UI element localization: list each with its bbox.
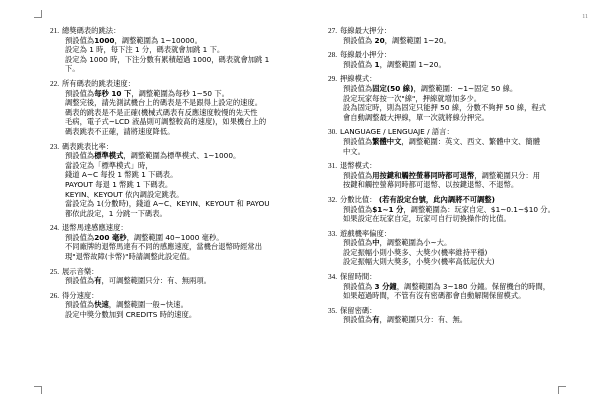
setting-number: 33. [328,228,338,238]
setting-item [328,195,576,224]
setting-description-line: 設定中獎分數加到 CREDITS 時的速度。 [65,310,197,320]
setting-description-line: 中文。 [343,146,365,156]
setting-number: 32. [328,194,338,204]
setting-item [328,127,576,156]
crop-mark-bottom-left [34,386,42,394]
setting-description-line: 設定玩家每按一次"線"，押線就增加多少。 [343,93,482,103]
setting-description-line: 設為固定時，則為固定只能押 50 線，分數不夠押 50 線，程式 [343,103,546,113]
setting-item [50,223,298,261]
setting-description-line: 設定為 1 時，每下注 1 分，碼表就會加跳 1 下。 [65,45,225,55]
setting-number: 21. [50,26,60,35]
setting-description-line: 如果設定在玩家自定，玩家可自行切換操作的比值。 [343,214,511,224]
setting-item [50,26,298,74]
setting-description-line: 預設值為 3 分鐘，調整範圍為 3~180 分鐘。保留機台的時間， [343,281,551,291]
setting-item [50,79,298,137]
setting-title: 碼表跳表比率： [62,141,114,151]
setting-description-line: 不同廠牌的退幣馬達有不同的感應速度，當機台退幣時經常出 [65,242,263,252]
setting-number: 23. [50,141,60,151]
crop-mark-top-left [34,10,42,18]
setting-number: 28. [328,50,338,60]
setting-title: 保留時間： [340,272,377,282]
setting-number: 26. [50,290,60,300]
setting-number: 35. [328,305,338,315]
setting-number: 29. [328,74,338,84]
setting-title: 得分速度： [62,290,99,300]
page-number: 11 [582,14,588,20]
setting-description-line: 調整完後，請先測試機台上的碼表是不是跟得上設定的速度。 [65,98,263,108]
setting-number: 22. [50,78,60,88]
setting-description-line: 預設值為有，調整範圍只分：有、無。 [343,315,468,325]
setting-title: 保留密碼： [340,305,377,315]
setting-number: 24. [50,223,60,233]
setting-title: 押線模式： [340,74,377,84]
setting-description-line: 當設定為 1(分數時)，錢道 A~C、KEYIN、KEYOUT 和 PAYOU [65,199,270,209]
setting-item [328,306,576,325]
setting-description-line: 碼表跳表不正確，請將速度降低。 [65,126,175,136]
setting-description-line: 預設值為1000，調整範圍為 1~10000。 [65,35,202,45]
setting-number: 27. [328,26,338,35]
setting-title: 每線最大押分： [340,26,392,35]
setting-description-line: 預設值為有，可調整範圍只分：有、無兩項。 [65,276,211,286]
crop-mark-bottom-right [558,386,566,394]
setting-description-line: 預設值為200 毫秒，調整範圍 40~1000 毫秒。 [65,232,224,242]
setting-description-line: PAYOUT 每退 1 幣跳 1 下碼表。 [65,179,173,189]
setting-description-line: 錢道 A~C 每投 1 幣跳 1 下碼表。 [65,170,178,180]
setting-item [328,229,576,267]
setting-description-line: 下。 [65,64,80,74]
setting-description-line: 現"退幣故障(卡幣)"時請調整此設定值。 [65,252,195,262]
setting-title: 退幣模式： [340,161,377,171]
setting-item [50,291,298,320]
setting-item [50,267,298,286]
setting-description-line: 設定振幅小則小獎多、大獎少(機率維持平穩) [343,247,488,257]
setting-description-line: 會自動調整最大押線，單一次就將線分押完。 [343,112,489,122]
left-column [50,26,298,325]
setting-item [50,142,298,219]
setting-description-line: 預設值為每秒 10 下，調整範圍為每秒 1~50 下。 [65,88,229,98]
setting-title: 所有碼表的跳表速度： [62,78,135,88]
setting-number: 34. [328,272,338,282]
setting-description-line: 按鍵和觸控螢幕同時都可退幣、以按鍵退幣、不退幣。 [343,180,519,190]
setting-description-line: 預設值為$1~1 分，調整範圍為：玩家自定、$1~0.1~$10 分。 [343,204,555,214]
setting-item [328,50,576,69]
setting-description-line: 設定振幅大則大獎多，小獎少(機率高低起伏大) [343,257,495,267]
setting-description-line: 預設值為快速，調整範圍一般~快速。 [65,300,188,310]
setting-description-line: 毛病，電子式~LCD 液晶則可調整較高的速度)，如果機台上的 [65,117,267,127]
setting-description-line: KEYIN、KEYOUT 依內調設定跳表。 [65,189,184,199]
setting-description-line: 預設值為中，調整範圍為小~大。 [343,238,452,248]
setting-title: 退幣馬達感應速度： [62,223,128,233]
setting-description-line: 預設值為 1，調整範圍 1~20。 [343,59,446,69]
right-column [328,26,576,330]
setting-title: 分數比值： (若有設定台號，此內調將不可調整) [340,194,495,204]
setting-description-line: 預設值為標準模式，調整範圍為標準模式、1~1000。 [65,151,241,161]
setting-description-line: 當設定為「標準模式」時， [65,160,153,170]
setting-item [328,26,576,45]
setting-description-line: 設定為 1000 時，下注分數有累積超過 1000，碼表就會加跳 1 [65,54,270,64]
setting-description-line: 都依此設定，1 分跳一下碼表。 [65,208,167,218]
setting-description-line: 如果超過時間，不管有沒有密碼都會自動解開保留模式。 [343,291,526,301]
setting-description-line: 預設值為用按鍵和觸控螢幕同時都可退幣，調整範圍只分：用 [343,170,541,180]
setting-number: 25. [50,266,60,276]
setting-title: 總獎碼表的跳法： [62,26,121,35]
setting-number: 31. [328,161,338,171]
setting-title: 每線最小押分： [340,50,392,60]
setting-number: 30. [328,127,338,137]
setting-title: LANGUAGE / LENGUAJE / 語言： [340,127,454,137]
setting-title: 遊戲機率偏度： [340,228,392,238]
setting-item [328,74,576,122]
setting-description-line: 預設值為固定(50 線)，調整範圍：~1~固定 50 線。 [343,83,518,93]
setting-description-line: 碼表的跳表是不是正確(機械式碼表有反應速度較慢的先天性 [65,107,258,117]
setting-item [328,272,576,301]
setting-description-line: 預設值為 20，調整範圍 1~20。 [343,35,451,45]
setting-description-line: 預設值為繁體中文，調整範圍：英文、西文、繁體中文、簡體 [343,136,541,146]
setting-title: 展示音樂： [62,266,99,276]
setting-item [328,161,576,190]
